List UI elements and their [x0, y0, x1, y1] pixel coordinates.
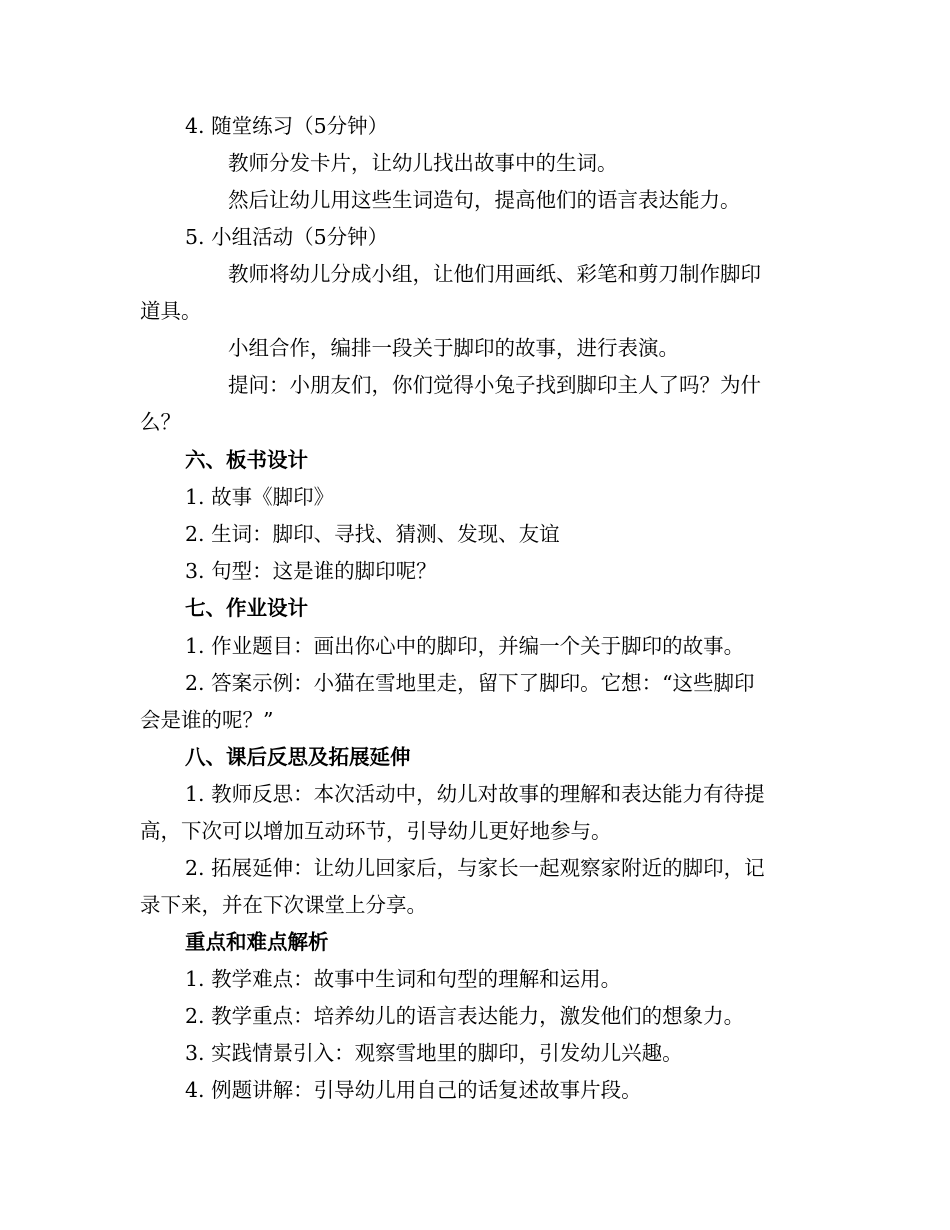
list-item: 1. 作业题目：画出你心中的脚印，并编一个关于脚印的故事。	[185, 634, 745, 658]
paragraph-continuation: 高，下次可以增加互动环节，引导幼儿更好地参与。	[140, 819, 612, 843]
list-item: 4. 例题讲解：引导幼儿用自己的话复述故事片段。	[185, 1078, 642, 1102]
list-item-practice: 4. 随堂练习（5分钟）	[185, 114, 389, 138]
paragraph: 教师分发卡片，让幼儿找出故事中的生词。	[228, 151, 618, 175]
paragraph-continuation: 道具。	[140, 299, 202, 323]
list-item-group-activity: 5. 小组活动（5分钟）	[185, 225, 389, 249]
paragraph: 提问：小朋友们，你们觉得小兔子找到脚印主人了吗？为什	[228, 373, 761, 397]
list-item: 3. 句型：这是谁的脚印呢？	[185, 559, 437, 583]
list-item: 2. 答案示例：小猫在雪地里走，留下了脚印。它想：“这些脚印	[185, 671, 755, 695]
section-heading-homework-design: 七、作业设计	[185, 596, 308, 620]
section-heading-key-points: 重点和难点解析	[185, 930, 329, 954]
section-heading-board-design: 六、板书设计	[185, 448, 308, 472]
list-item: 3. 实践情景引入：观察雪地里的脚印，引发幼儿兴趣。	[185, 1041, 683, 1065]
list-item: 1. 故事《脚印》	[185, 485, 335, 509]
paragraph-continuation: 会是谁的呢？”	[140, 708, 274, 732]
paragraph: 然后让幼儿用这些生词造句，提高他们的语言表达能力。	[228, 188, 741, 212]
paragraph-continuation: 么？	[140, 410, 181, 434]
paragraph: 小组合作，编排一段关于脚印的故事，进行表演。	[228, 336, 679, 360]
list-item: 2. 生词：脚印、寻找、猜测、发现、友谊	[185, 522, 560, 546]
list-item: 1. 教师反思：本次活动中，幼儿对故事的理解和表达能力有待提	[185, 782, 765, 806]
paragraph-continuation: 录下来，并在下次课堂上分享。	[140, 893, 427, 917]
paragraph: 教师将幼儿分成小组，让他们用画纸、彩笔和剪刀制作脚印	[228, 262, 761, 286]
section-heading-reflection: 八、课后反思及拓展延伸	[185, 745, 411, 769]
list-item: 2. 教学重点：培养幼儿的语言表达能力，激发他们的想象力。	[185, 1004, 745, 1028]
list-item: 2. 拓展延伸：让幼儿回家后，与家长一起观察家附近的脚印，记	[185, 856, 765, 880]
list-item: 1. 教学难点：故事中生词和句型的理解和运用。	[185, 967, 622, 991]
